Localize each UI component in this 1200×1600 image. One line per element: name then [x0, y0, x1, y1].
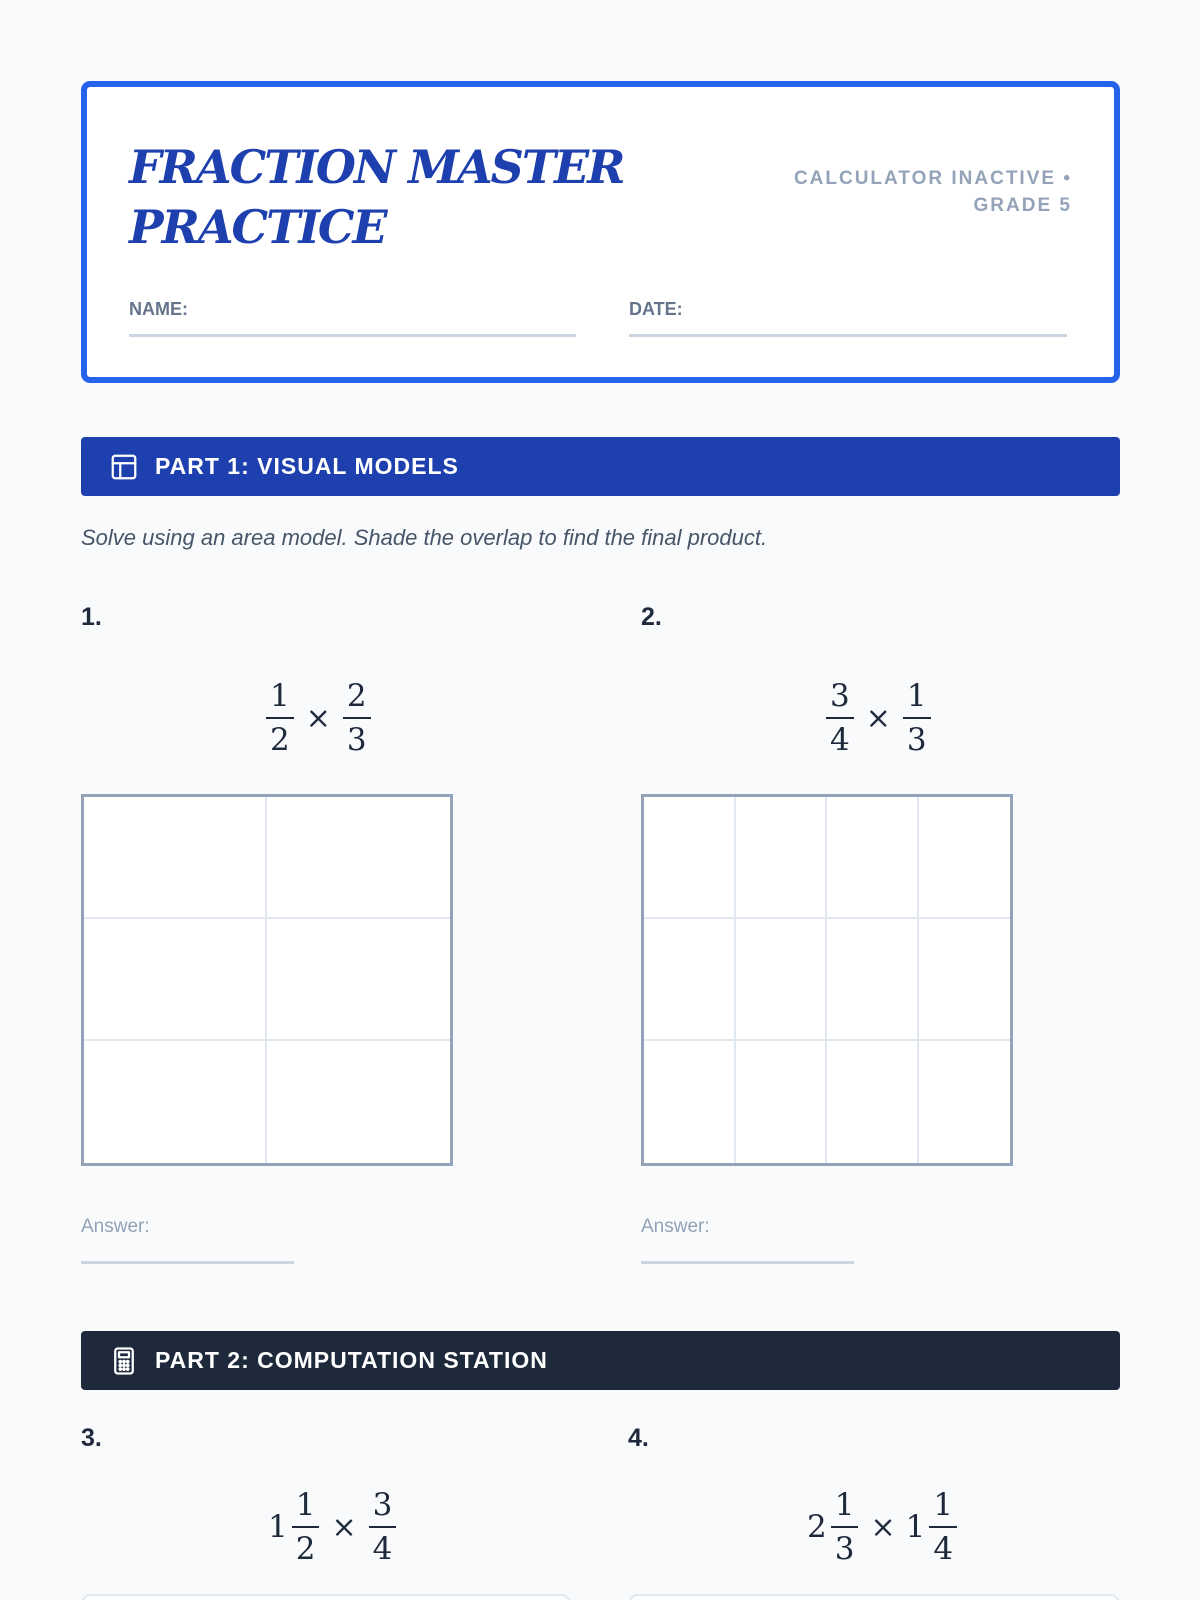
grid-cell[interactable] [644, 1041, 736, 1163]
numerator: 1 [831, 1484, 859, 1528]
grid-cell[interactable] [827, 919, 919, 1041]
area-model-grid-1[interactable] [81, 794, 453, 1166]
name-field[interactable] [129, 299, 576, 337]
grid-cell[interactable] [84, 797, 267, 919]
answer-line-1[interactable] [81, 1216, 294, 1264]
title-line-2: PRACTICE [129, 200, 386, 254]
part1-title: PART 1: VISUAL MODELS [155, 453, 459, 479]
numerator: 1 [292, 1484, 320, 1528]
worksheet-meta [794, 165, 1072, 219]
fraction [288, 1484, 324, 1570]
denominator: 4 [372, 1531, 393, 1567]
denominator: 3 [834, 1531, 855, 1567]
denominator: 3 [346, 722, 367, 758]
meta-line-1: CALCULATOR INACTIVE • [793, 168, 1072, 189]
part1-instructions: Solve using an area model. Shade the overlap to find the final product. [81, 525, 768, 550]
problem-1-number: 1. [81, 603, 102, 631]
denominator: 2 [295, 1531, 316, 1567]
grid-cell[interactable] [919, 919, 1011, 1041]
fraction [339, 675, 375, 761]
part1-header [81, 437, 1120, 496]
grid-cell[interactable] [644, 919, 736, 1041]
denominator: 3 [906, 722, 927, 758]
whole-number: 1 [268, 1509, 288, 1545]
grid-cell[interactable] [736, 919, 828, 1041]
fraction [262, 675, 298, 761]
problem-3-number: 3. [81, 1424, 102, 1452]
problem-3-expression [266, 1484, 400, 1570]
date-label: DATE: [629, 299, 683, 319]
denominator: 4 [830, 722, 850, 758]
problem-2-expression [822, 675, 935, 761]
grid-cell[interactable] [644, 797, 736, 919]
name-label: NAME: [129, 299, 188, 319]
header-card [81, 81, 1120, 383]
whole-number: 2 [807, 1509, 827, 1545]
calculator-icon [109, 1346, 139, 1376]
grid-cell[interactable] [736, 797, 828, 919]
times-operator: × [331, 1509, 357, 1545]
grid-cell[interactable] [827, 797, 919, 919]
work-box-3[interactable] [81, 1594, 571, 1600]
times-operator: × [305, 700, 331, 736]
grid-cell[interactable] [267, 919, 450, 1041]
date-field[interactable] [629, 299, 1067, 337]
layout-icon [109, 452, 139, 482]
grid-cell[interactable] [84, 919, 267, 1041]
problem-4-expression [805, 1484, 961, 1570]
grid-cell[interactable] [827, 1041, 919, 1163]
fraction [899, 675, 935, 761]
part2-title: PART 2: COMPUTATION STATION [155, 1347, 548, 1373]
work-box-4[interactable] [628, 1594, 1120, 1600]
grid-cell[interactable] [736, 1041, 828, 1163]
numerator: 2 [343, 675, 371, 719]
answer-label: Answer: [641, 1216, 710, 1237]
numerator: 1 [903, 675, 931, 719]
area-model-grid-2[interactable] [641, 794, 1013, 1166]
worksheet-title [129, 137, 649, 257]
grid-cell[interactable] [84, 1041, 267, 1163]
answer-label: Answer: [81, 1216, 150, 1237]
grid-cell[interactable] [919, 797, 1011, 919]
problem-2-number: 2. [641, 603, 662, 631]
grid-cell[interactable] [267, 797, 450, 919]
numerator: 3 [826, 675, 854, 719]
times-operator: × [865, 700, 891, 736]
title-line-1: FRACTION MASTER [129, 140, 624, 194]
numerator: 1 [266, 675, 294, 719]
problem-1-expression [262, 675, 375, 761]
meta-line-2: GRADE 5 [973, 195, 1072, 216]
numerator: 3 [369, 1484, 397, 1528]
answer-line-2[interactable] [641, 1216, 854, 1264]
denominator: 4 [933, 1531, 954, 1567]
fraction [925, 1484, 961, 1570]
grid-cell[interactable] [267, 1041, 450, 1163]
whole-number: 1 [905, 1509, 926, 1545]
numerator: 1 [929, 1484, 957, 1528]
problem-4-number: 4. [628, 1424, 649, 1452]
grid-cell[interactable] [919, 1041, 1011, 1163]
fraction [365, 1484, 401, 1570]
part2-header [81, 1331, 1120, 1390]
times-operator: × [870, 1509, 896, 1545]
denominator: 2 [270, 722, 290, 758]
fraction [827, 1484, 863, 1570]
fraction [822, 675, 858, 761]
